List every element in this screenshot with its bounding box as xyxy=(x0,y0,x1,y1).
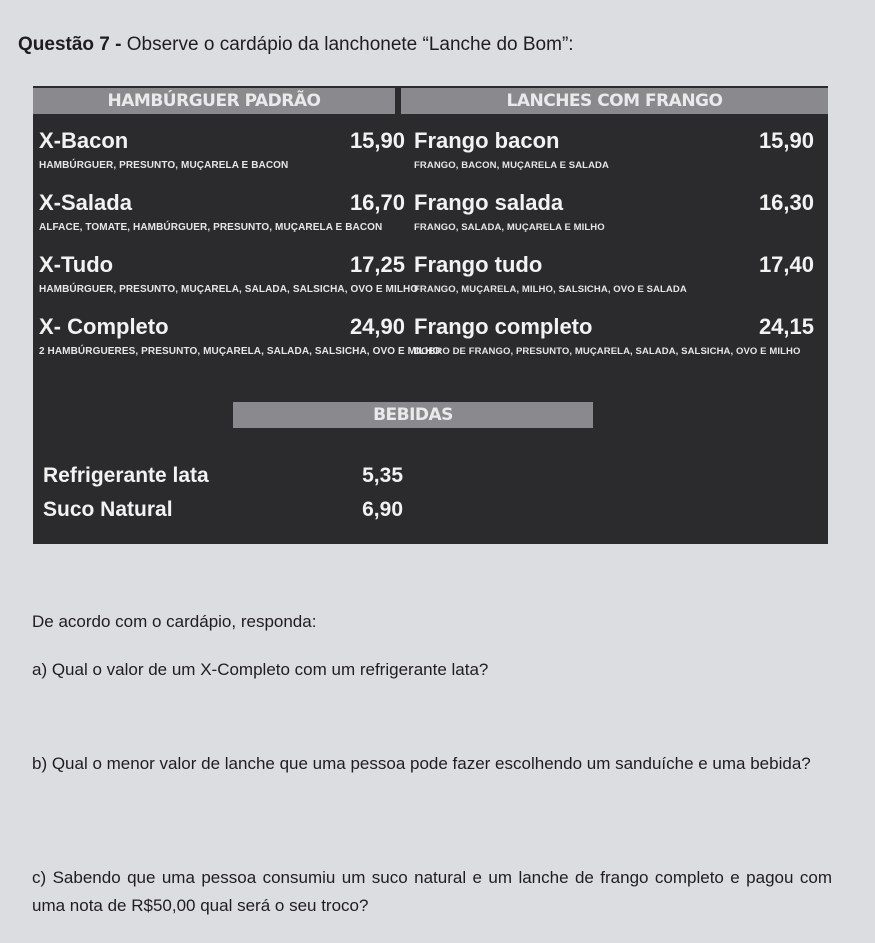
item-name: X-Salada xyxy=(39,190,132,215)
menu-column-hamburguer xyxy=(39,128,441,376)
question-number: Questão 7 - xyxy=(18,34,122,55)
item-name: Frango salada xyxy=(414,190,564,215)
drink-name: Suco Natural xyxy=(43,498,173,521)
item-name: Frango completo xyxy=(414,314,593,339)
header-bebidas: BEBIDAS xyxy=(233,402,593,428)
item-price: 17,25 xyxy=(349,252,405,277)
drink-item xyxy=(43,498,403,532)
menu-column-frango xyxy=(414,128,814,376)
item-description: FRANGO, BACON, MUÇARELA E SALADA xyxy=(414,160,609,171)
item-price: 16,70 xyxy=(349,190,405,215)
item-price: 24,90 xyxy=(349,314,405,339)
menu-board xyxy=(33,86,828,544)
item-description: 2 HAMBÚRGUERES, PRESUNTO, MUÇARELA, SALADA, SALSICHA, OVO E MILHO xyxy=(39,346,441,357)
question-title xyxy=(18,34,574,56)
menu-item xyxy=(414,190,814,252)
menu-item xyxy=(39,252,419,314)
menu-item xyxy=(414,314,814,376)
item-description: FRANGO, MUÇARELA, MILHO, SALSICHA, OVO E SALADA xyxy=(414,284,687,295)
drink-name: Refrigerante lata xyxy=(43,464,209,487)
drinks-list xyxy=(43,464,403,532)
item-price: 24,15 xyxy=(758,314,814,339)
question-b: b) Qual o menor valor de lanche que uma pessoa pode fazer escolhendo um sanduíche e uma bebida? xyxy=(32,754,811,773)
item-description: FRANGO, SALADA, MUÇARELA E MILHO xyxy=(414,222,605,233)
menu-item xyxy=(39,128,405,190)
item-description: HAMBÚRGUER, PRESUNTO, MUÇARELA, SALADA, SALSICHA, OVO E MILHO xyxy=(39,284,419,295)
question-a: a) Qual o valor de um X-Completo com um refrigerante lata? xyxy=(32,660,489,679)
menu-item xyxy=(39,190,405,252)
drink-price: 5,35 xyxy=(362,464,403,487)
item-price: 15,90 xyxy=(349,128,405,153)
header-lanches-com-frango: LANCHES COM FRANGO xyxy=(401,88,828,114)
question-c: c) Sabendo que uma pessoa consumiu um suco natural e um lanche de frango completo e pagou com uma nota de R$50,00 qual será o seu troco? xyxy=(32,868,832,915)
item-name: X-Bacon xyxy=(39,128,129,153)
item-name: X- Completo xyxy=(39,314,169,339)
menu-item xyxy=(414,252,814,314)
item-price: 15,90 xyxy=(758,128,814,153)
prompt-text: De acordo com o cardápio, responda: xyxy=(32,612,317,631)
header-hamburguer-padrao: HAMBÚRGUER PADRÃO xyxy=(33,88,395,114)
item-name: X-Tudo xyxy=(39,252,114,277)
item-name: Frango tudo xyxy=(414,252,543,277)
drink-item xyxy=(43,464,403,498)
item-name: Frango bacon xyxy=(414,128,560,153)
item-description: HAMBÚRGUER, PRESUNTO, MUÇARELA E BACON xyxy=(39,160,289,171)
menu-item xyxy=(414,128,814,190)
item-price: 16,30 xyxy=(758,190,814,215)
menu-item xyxy=(39,314,441,376)
item-description: ALFACE, TOMATE, HAMBÚRGUER, PRESUNTO, MUÇARELA E BACON xyxy=(39,222,383,233)
item-description: DOBRO DE FRANGO, PRESUNTO, MUÇARELA, SALADA, SALSICHA, OVO E MILHO xyxy=(414,346,801,357)
question-text: Observe o cardápio da lanchonete “Lanche do Bom”: xyxy=(126,34,574,55)
item-price: 17,40 xyxy=(758,252,814,277)
drink-price: 6,90 xyxy=(362,498,403,521)
